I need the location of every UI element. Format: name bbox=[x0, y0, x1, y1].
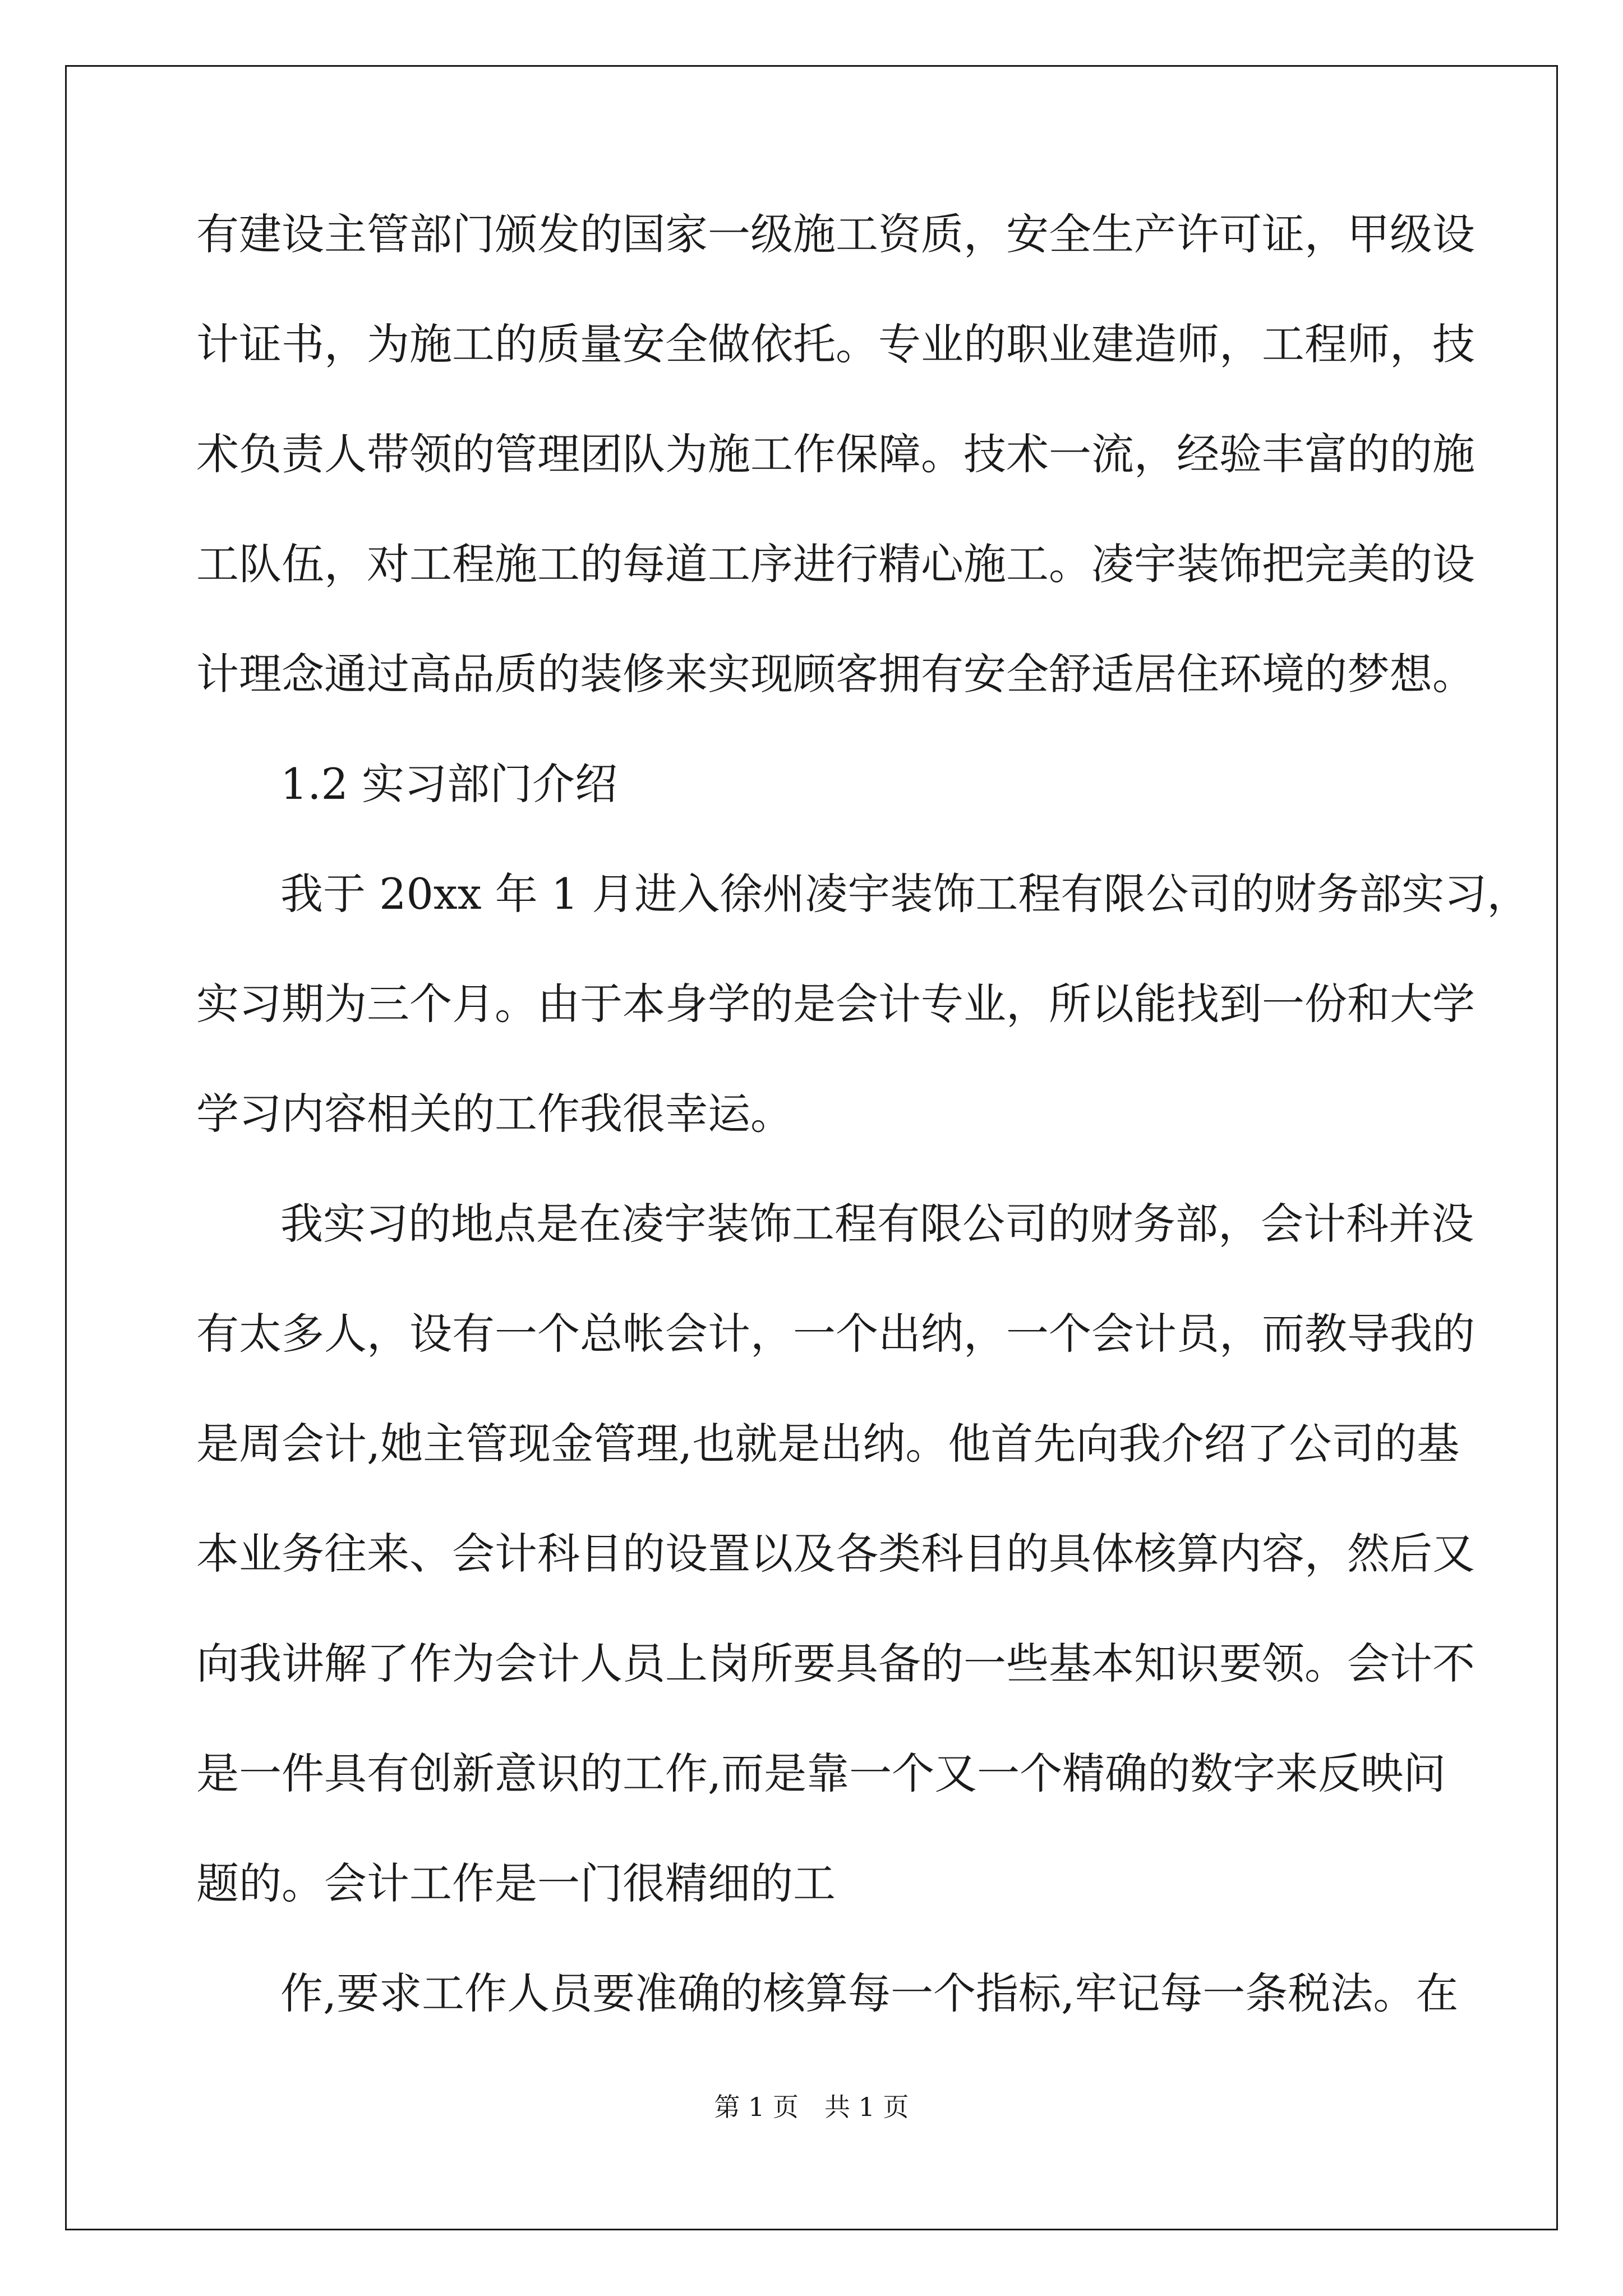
text-line: 学习内容相关的工作我很幸运。 bbox=[196, 1089, 793, 1139]
text-line: 实习期为三个月。由于本身学的是会计专业，所以能找到一份和大学 bbox=[196, 979, 1475, 1029]
text-line: 是周会计,她主管现金管理,也就是出纳。他首先向我介绍了公司的基 bbox=[196, 1419, 1460, 1469]
text-line: 计理念通过高品质的装修来实现顾客拥有安全舒适居住环境的梦想。 bbox=[196, 649, 1475, 699]
text-line: 有太多人，设有一个总帐会计，一个出纳，一个会计员，而教导我的 bbox=[196, 1309, 1475, 1359]
text-line: 本业务往来、会计科目的设置以及各类科目的具体核算内容，然后又 bbox=[196, 1529, 1475, 1579]
text-line: 我于 20xx 年 1 月进入徐州凌宇装饰工程有限公司的财务部实习， bbox=[280, 869, 1530, 919]
text-line: 题的。会计工作是一门很精细的工 bbox=[196, 1858, 836, 1908]
text-line: 作,要求工作人员要准确的核算每一个指标,牢记每一条税法。在 bbox=[280, 1968, 1459, 2018]
text-line: 是一件具有创新意识的工作,而是靠一个又一个精确的数字来反映问 bbox=[196, 1749, 1446, 1798]
text-line: 向我讲解了作为会计人员上岗所要具备的一些基本知识要领。会计不 bbox=[196, 1639, 1475, 1688]
section-heading: 1.2 实习部门介绍 bbox=[280, 759, 618, 809]
text-line: 术负责人带领的管理团队为施工作保障。技术一流，经验丰富的的施 bbox=[196, 429, 1475, 479]
page-footer: 第 1 页 共 1 页 bbox=[714, 2092, 909, 2122]
text-line: 计证书，为施工的质量安全做依托。专业的职业建造师，工程师，技 bbox=[196, 319, 1475, 369]
text-line: 有建设主管部门颁发的国家一级施工资质，安全生产许可证，甲级设 bbox=[196, 209, 1475, 259]
text-line: 我实习的地点是在凌宇装饰工程有限公司的财务部，会计科并没 bbox=[280, 1199, 1474, 1249]
text-line: 工队伍，对工程施工的每道工序进行精心施工。凌宇装饰把完美的设 bbox=[196, 539, 1475, 589]
